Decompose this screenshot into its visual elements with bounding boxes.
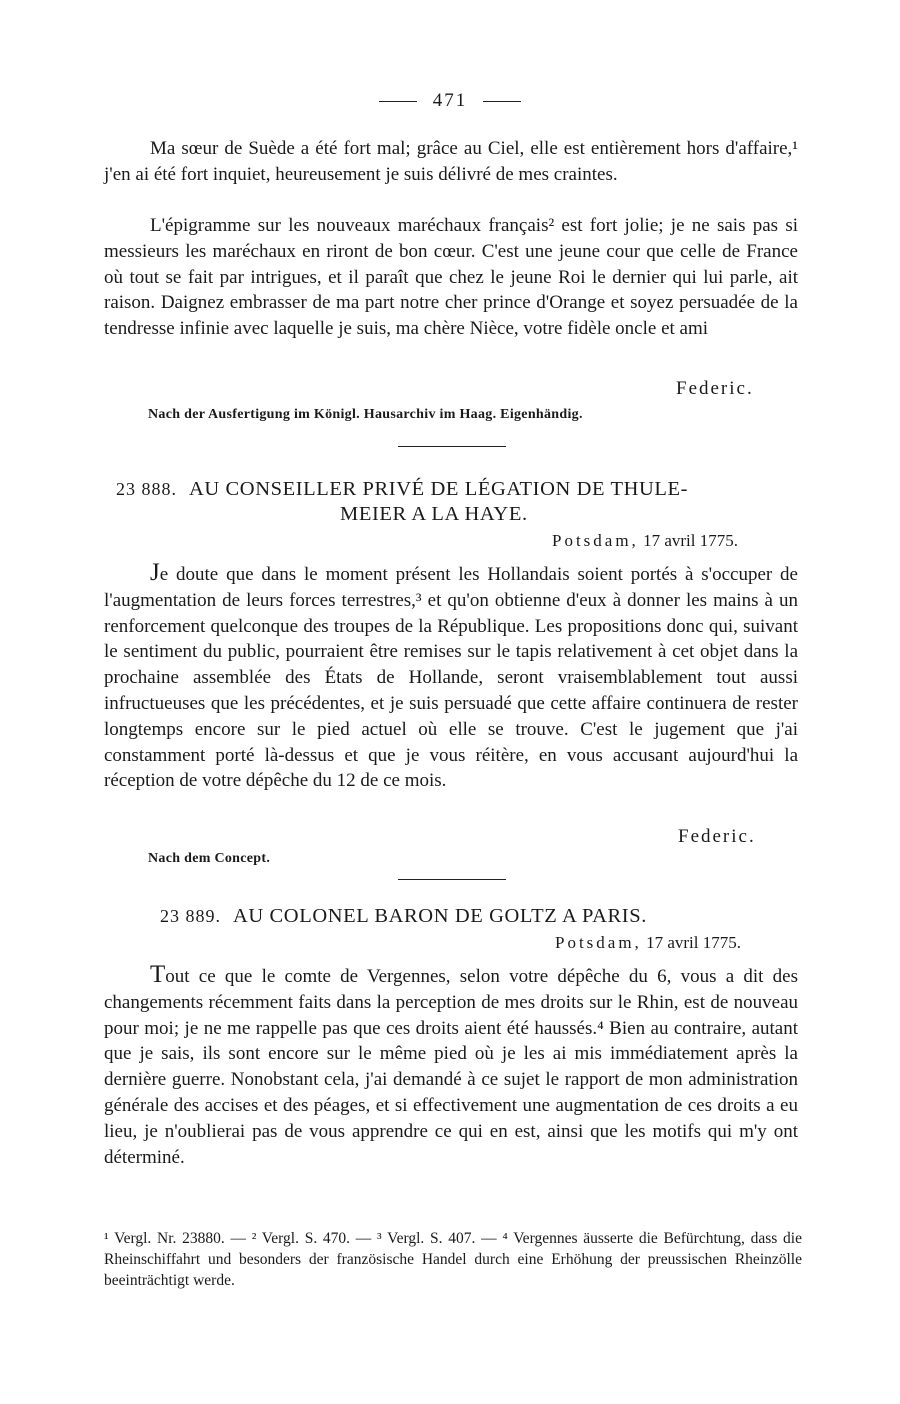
header-dash-left: [379, 101, 417, 102]
letter2-number: 23 888.: [116, 479, 177, 499]
letter3-heading: [160, 905, 647, 928]
letter2-date-place: Potsdam,: [552, 531, 639, 550]
letter2-drop-letter: J: [150, 559, 160, 586]
letter3-body-text: out ce que le comte de Vergennes, selon votre dépêche du 6, vous a dit des changements récemment faits dans la perception de mes droits sur le Rhin, est de nouveau pour moi; je ne me rappelle pas que ces droits aient été haussés.⁴ Bien au contraire, autant que je sais, ils sont encore sur le même pied où je les ai mis immédiatement après la dernière guerre. Nonobstant cela, j'ai demandé à ce sujet le rapport de mon administration générale des accises et des péages, et si effectivement une augmentation de ces droits a eu lieu, je n'oublierai pas de vous apprendre ce qui en est, ainsi que les motifs qui m'y ont déterminé.: [104, 966, 798, 1168]
letter2-date: 17 avril 1775.: [643, 531, 738, 550]
letter2-heading-text: AU CONSEILLER PRIVÉ DE LÉGATION DE THULE-: [189, 478, 689, 500]
letter2-heading-line1: [116, 478, 688, 501]
section-divider-1: [398, 446, 506, 447]
letter2-signature: Federic.: [678, 826, 756, 847]
letter1-source-note: Nach der Ausfertigung im Königl. Hausarchiv im Haag. Eigenhändig.: [148, 407, 583, 422]
letter1-paragraph-1: Ma sœur de Suède a été fort mal; grâce au Ciel, elle est entièrement hors d'affaire,¹ j'en ai été fort inquiet, heureusement je suis délivré de mes craintes.: [104, 138, 798, 185]
page-header: [0, 90, 900, 112]
page-number: 471: [432, 90, 468, 111]
letter2-body: [104, 560, 798, 794]
letter1-signature: Federic.: [676, 378, 754, 399]
header-dash-right: [483, 101, 521, 102]
letter3-heading-text: AU COLONEL BARON DE GOLTZ A PARIS.: [233, 905, 647, 927]
letter1-paragraph-2: L'épigramme sur les nouveaux maréchaux français² est fort jolie; je ne sais pas si messieurs les maréchaux en riront de bon cœur. C'est une jeune cour que celle de France où tout se fait par intrigues, et il paraît que chez le jeune Roi le dernier qui lui parle, ait raison. Daignez embrasser de ma part notre cher prince d'Orange et soyez persuadée de la tendresse infinie avec laquelle je suis, ma chère Nièce, votre fidèle oncle et ami: [104, 215, 798, 340]
section-divider-2: [398, 879, 506, 880]
letter2-dateline: [552, 531, 738, 551]
letter2-heading-line2: MEIER A LA HAYE.: [340, 503, 528, 525]
letter3-date: 17 avril 1775.: [646, 933, 741, 952]
letter3-date-place: Potsdam,: [555, 933, 642, 952]
letter2-source-note: Nach dem Concept.: [148, 851, 271, 866]
letter3-dateline: [555, 933, 741, 953]
footnotes: ¹ Vergl. Nr. 23880. — ² Vergl. S. 470. — ³ Vergl. S. 407. — ⁴ Vergennes äusserte die Befürchtung, dass die Rheinschiffahrt und besonders der französische Handel durch eine Erhöhung der preussischen Rheinzölle beeinträchtigt werde.: [104, 1229, 802, 1289]
letter3-drop-letter: T: [150, 961, 166, 988]
letter3-body: [104, 962, 798, 1170]
letter2-body-text: e doute que dans le moment présent les Hollandais soient portés à s'occuper de l'augmentation de leurs forces terrestres,³ et qu'on obtienne d'eux à donner les mains à un renforcement quelconque des troupes de la République. Les propositions donc qui, suivant le sentiment du public, pourraient être remises sur le tapis relativement à cet objet dans la prochaine assemblée des États de Hollande, seront vraisemblablement tout aussi infructueuses que les précédentes, et je suis persuadé que cette affaire continuera de rester longtemps encore sur le pied actuel où elle se trouve. C'est le jugement que j'ai constamment porté là-dessus et que je vous réitère, en vous accusant aujourd'hui la réception de votre dépêche du 12 de ce mois.: [104, 564, 798, 792]
letter3-number: 23 889.: [160, 906, 221, 926]
